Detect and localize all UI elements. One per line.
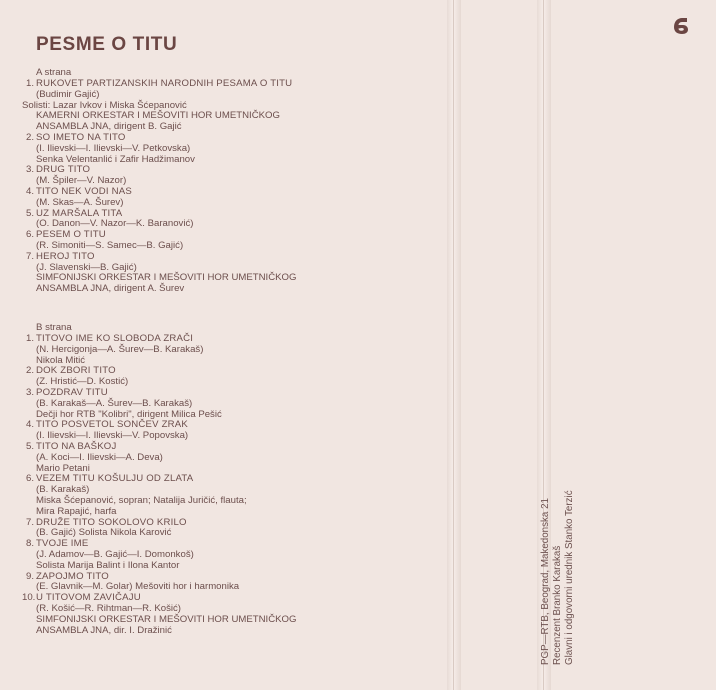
track-detail: KAMERNI ORKESTAR I MEŠOVITI HOR UMETNIČKOG: [36, 110, 280, 122]
track-detail: Mira Rapajić, harfa: [36, 505, 117, 517]
track-detail: Nikola Mitić: [36, 354, 86, 366]
track-number: 3.: [25, 386, 34, 398]
track-title: TITOVO IME KO SLOBODA ZRAČI: [36, 333, 194, 344]
track-title: SO IMETO NA TITO: [36, 131, 126, 143]
track-number: 4.: [25, 185, 34, 197]
track-number: 7.: [25, 516, 34, 528]
track-number: 2.: [25, 365, 34, 377]
track-title: TITO NA BAŠKOJ: [36, 440, 117, 452]
track-item: [22, 366, 442, 388]
track-detail: (J. Adamov—B. Gajić—I. Domonkoš): [36, 548, 194, 560]
track-detail: ANSAMBLA JNA, dirigent A. Šurev: [36, 283, 185, 295]
track-detail: ANSAMBLA JNA, dirigent B. Gajić: [36, 121, 182, 133]
track-title: DOK ZBORI TITO: [36, 365, 116, 377]
track-detail: Solisti: Lazar Ivkov i Miska Šćepanović: [22, 99, 187, 111]
track-title: TITO POSVETOL SONČEV ZRAK: [36, 419, 188, 431]
track-number: 6.: [25, 229, 34, 241]
track-detail: (R. Košić—R. Rihtman—R. Košić): [36, 602, 181, 614]
fold-crease-left: [447, 0, 461, 690]
track-title: ZAPOJMO TITO: [36, 570, 109, 582]
track-detail: ANSAMBLA JNA, dir. I. Dražinić: [36, 624, 172, 636]
track-detail: Solista Marija Balint i Ilona Kantor: [36, 559, 180, 571]
track-detail: Senka Velentanlić i Zafir Hadžimanov: [36, 153, 195, 165]
track-detail: (Budimir Gajić): [36, 88, 100, 100]
pgp-rtb-logo-icon: [671, 14, 691, 36]
side-a-header: A strana: [36, 67, 72, 78]
album-title: PESME O TITU: [36, 34, 178, 55]
credits-reviewer: Recenzent Branko Karakaš: [552, 545, 563, 665]
track-title: U TITOVOM ZAVIČAJU: [36, 592, 141, 604]
track-title: VEZEM TITU KOŠULJU OD ZLATA: [36, 473, 194, 485]
track-detail: (I. Ilievski—I. Ilievski—V. Popovska): [36, 430, 189, 442]
track-detail: (B. Karakaš—A. Šurev—B. Karakaš): [36, 397, 193, 409]
track-detail: (M. Špiler—V. Nazor): [36, 175, 127, 187]
crease-line: [453, 0, 454, 690]
track-detail: (B. Karakaš): [36, 484, 90, 496]
side-b-header: B strana: [36, 322, 72, 333]
track-number: 9.: [25, 570, 34, 582]
track-item: [22, 420, 442, 442]
track-title: TITO NEK VODI NAS: [36, 185, 132, 197]
track-number: 3.: [25, 164, 34, 176]
track-number: 1.: [25, 333, 34, 344]
track-item: [22, 252, 442, 295]
track-item: [22, 79, 442, 101]
track-detail: SIMFONIJSKI ORKESTAR I MEŠOVITI HOR UMETNIČKOG: [36, 613, 297, 625]
track-detail: (A. Koci—I. Ilievski—A. Deva): [36, 451, 163, 463]
track-detail: (J. Slavenski—B. Gajić): [36, 261, 137, 273]
track-title: TVOJE IME: [36, 538, 89, 550]
track-item: [22, 133, 442, 165]
track-detail: (M. Skas—A. Šurev): [36, 196, 124, 208]
track-number: 2.: [25, 131, 34, 143]
track-detail: (E. Glavnik—M. Golar) Mešoviti hor i harmonika: [36, 581, 240, 593]
track-detail: Miska Šćepanović, sopran; Natalija Juričić, flauta;: [36, 494, 247, 506]
track-title: HEROJ TITO: [36, 250, 95, 262]
track-title: DRUG TITO: [36, 164, 91, 176]
credits-editor: Glavni i odgovorni urednik Stanko Terzić: [564, 490, 575, 665]
track-item: [22, 101, 442, 133]
track-item: [22, 518, 442, 540]
track-item: [22, 230, 442, 252]
track-item: [22, 539, 442, 571]
track-title: PESEM O TITU: [36, 229, 106, 241]
track-item: [22, 474, 442, 517]
track-item: [22, 187, 442, 209]
track-item: [22, 593, 442, 636]
track-number: 5.: [25, 207, 34, 219]
track-detail: (R. Simoniti—S. Samec—B. Gajić): [36, 239, 184, 251]
track-detail: (Z. Hristić—D. Kostić): [36, 376, 129, 388]
track-title: RUKOVET PARTIZANSKIH NARODNIH PESAMA O TITU: [36, 78, 293, 89]
track-detail: (B. Gajić) Solista Nikola Karović: [36, 527, 172, 539]
track-number: 4.: [25, 419, 34, 431]
track-detail: Mario Petani: [36, 462, 90, 474]
track-item: [22, 388, 442, 420]
track-item: [22, 572, 442, 594]
track-number: 7.: [25, 250, 34, 262]
side-b-track-list: [22, 334, 442, 636]
track-number: 6.: [25, 473, 34, 485]
track-number: 10.: [22, 592, 36, 604]
track-number: 8.: [25, 538, 34, 550]
track-number: 1.: [25, 78, 34, 89]
track-item: [22, 165, 442, 187]
publisher-credits: [540, 490, 576, 665]
track-title: DRUŽE TITO SOKOLOVO KRILO: [36, 516, 187, 528]
track-number: 5.: [25, 440, 34, 452]
track-detail: SIMFONIJSKI ORKESTAR I MEŠOVITI HOR UMETNIČKOG: [36, 272, 297, 284]
track-detail: Dečji hor RTB "Kolibri", dirigent Milica Pešić: [36, 408, 222, 420]
track-item: [22, 442, 442, 474]
track-detail: (O. Danon—V. Nazor—K. Baranović): [36, 218, 194, 230]
track-title: UZ MARŠALA TITA: [36, 207, 123, 219]
side-a-track-list: [22, 79, 442, 295]
credits-publisher: PGP—RTB, Beograd, Makedonska 21: [540, 498, 551, 665]
track-detail: (I. Ilievski—I. Ilievski—V. Petkovska): [36, 142, 191, 154]
track-item: [22, 334, 442, 366]
track-title: POZDRAV TITU: [36, 386, 108, 398]
track-detail: (N. Hercigonja—A. Šurev—B. Karakaš): [36, 343, 204, 355]
track-item: [22, 209, 442, 231]
